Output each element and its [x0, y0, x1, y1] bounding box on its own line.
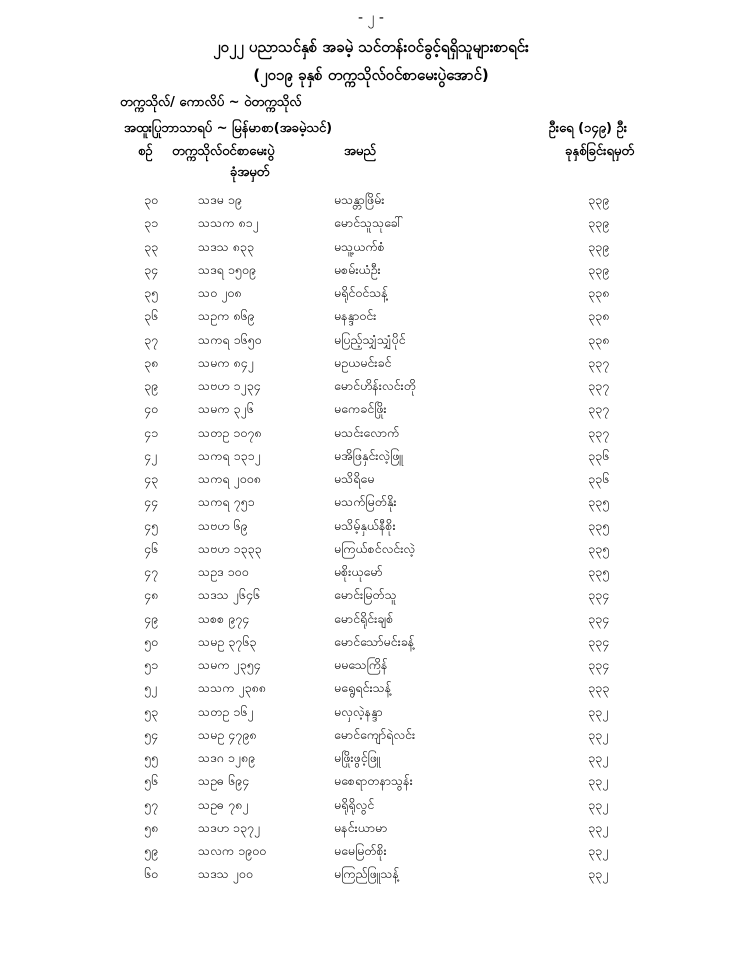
- subject-count: ဦးရေ (၁၄၉) ဦး: [548, 121, 627, 136]
- table-row: [0, 308, 742, 331]
- table-row: [0, 587, 742, 610]
- roll-number: သဝ ၂၀၈: [198, 285, 242, 300]
- student-name: မရိုင်ဝင်သန့်: [334, 285, 388, 300]
- table-row: [0, 494, 742, 517]
- marks-value: ၃၃၉: [588, 215, 610, 231]
- student-name: မသက်မြတ်နိုး: [334, 494, 397, 510]
- column-header-roll-sub: ခုံအမှတ်: [230, 165, 270, 180]
- roll-number: သမဥ ၄၇၉၈: [198, 726, 257, 742]
- row-number: ၃၁: [144, 215, 159, 231]
- marks-value: ၃၃၅: [588, 494, 610, 510]
- student-name: မောင်ရိုင်းချစ်: [334, 610, 394, 626]
- roll-number: သမဥ ၃၇၆၃: [198, 633, 257, 649]
- student-name: မောင်ဟိန်းလင်းတို: [334, 378, 416, 393]
- row-number: ၅၅: [144, 750, 159, 765]
- marks-value: ၃၃၂: [588, 773, 609, 789]
- row-number: ၄၀: [144, 401, 159, 417]
- marks-value: ၃၃၅: [588, 564, 610, 579]
- row-number: ၃၈: [144, 354, 159, 370]
- table-row: [0, 192, 742, 215]
- roll-number: သလက ၁၉၀၀: [198, 843, 267, 858]
- roll-number: သဒဟ ၁၃၇၂: [198, 819, 261, 835]
- marks-value: ၃၃၂: [588, 866, 609, 882]
- column-header-name: အမည်: [344, 144, 376, 159]
- table-row: [0, 657, 742, 680]
- student-name: မဖြိုးဖွင့်ဖြူ: [334, 750, 381, 765]
- column-header-roll: တက္ကသိုလ်ဝင်စာမေးပွဲ: [172, 144, 275, 159]
- marks-value: ၃၃၇: [588, 354, 610, 370]
- student-name: မဥယမင်းခင်: [334, 354, 392, 370]
- roll-number: သဥက ၈၆၉: [198, 308, 255, 324]
- marks-value: ၃၃၄: [588, 633, 610, 649]
- student-name: မသိရိမေ: [334, 471, 375, 486]
- marks-value: ၃၃၄: [588, 610, 610, 626]
- table-row: [0, 680, 742, 703]
- table-row: [0, 866, 742, 889]
- student-name: မစေရာတနာသွန်း: [334, 773, 413, 789]
- table-row: [0, 332, 742, 355]
- table-row: [0, 378, 742, 401]
- table-row: [0, 471, 742, 494]
- roll-number: သမက ၂၃၅၄: [198, 657, 261, 672]
- row-number: ၄၃: [144, 471, 159, 486]
- marks-value: ၃၃၆: [588, 471, 610, 486]
- table-row: [0, 401, 742, 424]
- marks-value: ၃၃၇: [588, 378, 610, 393]
- roll-number: သဥဓ ၇၈၂: [198, 796, 249, 812]
- roll-number: သဒသ ၂၀၀: [198, 866, 253, 882]
- student-name: မောင်းမြတ်သူ: [334, 587, 397, 603]
- row-number: ၅၀: [144, 633, 159, 649]
- marks-value: ၃၃၂: [588, 703, 609, 719]
- column-header-marks: ခုနှစ်ခြင်းရမှတ်: [565, 144, 634, 159]
- row-number: ၄၁: [144, 424, 159, 440]
- roll-number: သတဥ ၁၆၂: [198, 703, 254, 719]
- roll-number: သဗဟ ၁၂၃၄: [198, 378, 261, 393]
- row-number: ၃၅: [144, 285, 159, 300]
- table-row: [0, 285, 742, 308]
- row-number: ၃၇: [144, 331, 159, 347]
- roll-number: သဒသ ၂၆၄၆: [198, 587, 260, 603]
- student-name: မစမ်းယံဦး: [334, 261, 381, 277]
- marks-value: ၃၃၈: [588, 285, 610, 300]
- student-name: မသန္တာဖြိမ်း: [334, 192, 385, 207]
- student-name: မပြည့်သျှံသျှံပိုင်: [334, 331, 406, 347]
- roll-number: သဒမ ၁၉: [198, 192, 242, 207]
- table-row: [0, 215, 742, 238]
- table-row: [0, 564, 742, 587]
- roll-number: သဒဂ ၁၂၈၉: [198, 750, 256, 765]
- row-number: ၅၉: [144, 843, 159, 858]
- marks-value: ၃၃၅: [588, 540, 610, 556]
- marks-value: ၃၃၉: [588, 238, 610, 254]
- row-number: ၃၄: [144, 261, 159, 277]
- document-title: ၂၀၂၂ ပညာသင်နှစ် အခမဲ့ သင်တန်းဝင်ခွင့်ရရှိသူများစာရင်း: [213, 38, 529, 56]
- roll-number: သကရ ၂၀၀၈: [198, 471, 261, 486]
- roll-number: သကရ ၇၅၁: [198, 494, 255, 510]
- roll-number: သဥဒ ၁၀၀: [198, 564, 249, 579]
- table-row: [0, 727, 742, 750]
- student-name: မောင်ကျော်ရဲလင်း: [334, 726, 416, 742]
- roll-number: သမက ၈၄၂: [198, 354, 254, 370]
- marks-value: ၃၃၂: [588, 843, 609, 858]
- university-line: တက္ကသိုလ်/ ကောလိပ် ~ ဝဲတက္ကသိုလ်: [120, 95, 302, 110]
- roll-number: သဒသ ၈၃၃: [198, 238, 254, 254]
- row-number: ၄၉: [144, 610, 159, 626]
- roll-number: သမက ၃၂၆: [198, 401, 254, 417]
- marks-value: ၃၃၅: [588, 517, 610, 533]
- marks-value: ၃၃၉: [588, 192, 610, 207]
- table-row: [0, 843, 742, 866]
- student-name: မောင်သော်မင်းခန့်: [334, 633, 415, 649]
- table-row: [0, 425, 742, 448]
- marks-value: ၃၃၂: [588, 750, 609, 765]
- student-name: မမေမြတ်စိုး: [334, 843, 387, 858]
- table-row: [0, 634, 742, 657]
- marks-value: ၃၃၆: [588, 447, 610, 463]
- row-number: ၅၄: [144, 726, 159, 742]
- row-number: ၃၆: [144, 308, 159, 324]
- marks-value: ၃၃၄: [588, 587, 610, 603]
- row-number: ၅၁: [144, 657, 159, 672]
- student-name: မကြယ်စင်လင်းလဲ့: [334, 540, 416, 556]
- marks-value: ၃၃၂: [588, 726, 609, 742]
- row-number: ၆၀: [144, 866, 159, 882]
- marks-value: ၃၃၉: [588, 261, 610, 277]
- student-name: မအိဖြနှင်းလဲ့ဖြူ: [334, 447, 403, 463]
- student-name: မသူ့ယက်စံ: [334, 238, 385, 254]
- row-number: ၃၀: [144, 192, 159, 207]
- student-name: မောင်သူသုခေါ်: [334, 215, 404, 231]
- table-row: [0, 773, 742, 796]
- table-row: [0, 820, 742, 843]
- table-row: [0, 750, 742, 773]
- results-table: [0, 192, 742, 890]
- roll-number: သဗဟ ၁၃၃၃: [198, 540, 262, 556]
- student-name: မလှလဲ့နန္ဒာ: [334, 703, 383, 719]
- student-name: မမသေကြိန်: [334, 657, 388, 672]
- roll-number: သကရ ၁၃၁၂: [198, 447, 261, 463]
- row-number: ၄၅: [144, 517, 159, 533]
- marks-value: ၃၃၈: [588, 308, 610, 324]
- marks-value: ၃၃၇: [588, 401, 610, 417]
- row-number: ၄၂: [144, 447, 158, 463]
- row-number: ၅၃: [144, 703, 159, 719]
- row-number: ၄၄: [144, 494, 159, 510]
- marks-value: ၃၃၃: [588, 680, 610, 696]
- document-subtitle: (၂၀၁၉ ခုနှစ် တက္ကသိုလ်ဝင်စာမေးပွဲအောင်): [253, 66, 489, 84]
- row-number: ၄၈: [144, 587, 159, 603]
- roll-number: သစစ ၉၇၄: [198, 610, 250, 626]
- student-name: မရိုရိုလွင်: [334, 796, 375, 812]
- table-row: [0, 239, 742, 262]
- table-row: [0, 355, 742, 378]
- roll-number: သတဥ ၁၀၇၈: [198, 424, 262, 440]
- roll-number: သဗဟ ၆၉: [198, 517, 248, 533]
- row-number: ၄၇: [144, 564, 159, 579]
- student-name: မသင်းလောက်: [334, 424, 400, 440]
- roll-number: သသက ၂၃၈၈: [198, 680, 266, 696]
- row-number: ၃၃: [144, 238, 159, 254]
- row-number: ၅၈: [144, 819, 159, 835]
- marks-value: ၃၃၈: [588, 331, 610, 347]
- table-row: [0, 541, 742, 564]
- table-row: [0, 704, 742, 727]
- row-number: ၅၂: [144, 680, 158, 696]
- marks-value: ၃၃၄: [588, 657, 610, 672]
- student-name: မစိုးယုမော်: [334, 564, 383, 579]
- roll-number: သကရ ၁၆၅၀: [198, 331, 262, 347]
- student-name: မရွေရင်းသန့်: [334, 680, 392, 696]
- table-row: [0, 611, 742, 634]
- row-number: ၃၉: [144, 378, 159, 393]
- row-number: ၅၇: [144, 796, 159, 812]
- student-name: မသိမ့်နှယ်နီစိုး: [334, 517, 396, 533]
- student-name: မကြည်ဖြူသန့်: [334, 866, 399, 882]
- roll-number: သဒရ ၁၅၀၉: [198, 261, 256, 277]
- page-number: - ၂ -: [358, 10, 384, 26]
- row-number: ၅၆: [144, 773, 159, 789]
- column-header-no: စဉ်: [138, 144, 153, 159]
- table-row: [0, 262, 742, 285]
- table-row: [0, 448, 742, 471]
- roll-number: သဥဓ ၆၉၄: [198, 773, 250, 789]
- table-row: [0, 518, 742, 541]
- marks-value: ၃၃၂: [588, 819, 609, 835]
- marks-value: ၃၃၇: [588, 424, 610, 440]
- subject-line: အထူးပြုဘာသာရပ် ~ မြန်မာစာ(အခမဲ့သင်): [124, 121, 333, 136]
- roll-number: သသက ၈၁၂: [198, 215, 259, 231]
- marks-value: ၃၃၂: [588, 796, 609, 812]
- row-number: ၄၆: [144, 540, 159, 556]
- table-row: [0, 797, 742, 820]
- student-name: မနန္ဒာဝင်း: [334, 308, 377, 324]
- student-name: မနင်းယာမာ: [334, 819, 388, 835]
- student-name: မကေခင်ဖြိုး: [334, 401, 387, 417]
